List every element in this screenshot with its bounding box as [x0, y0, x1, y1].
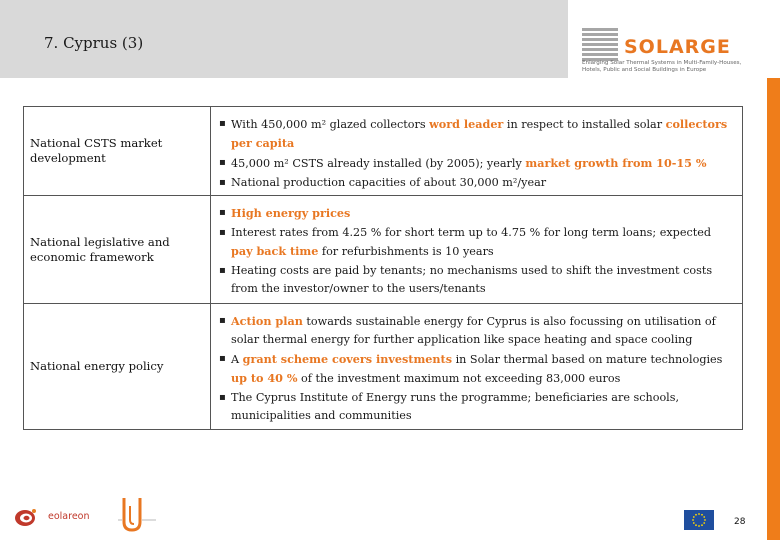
- row-label: National energy policy: [30, 359, 164, 373]
- row-label: National legislative and economic framework: [30, 234, 170, 264]
- table-row: [24, 303, 742, 429]
- policy-table: [23, 106, 743, 430]
- bullet-item: ▪ Action plan towards sustainable energy for Cyprus is also focussing on utilisation of solar thermal energy for further application like space heating and space cooling: [215, 312, 734, 349]
- solarge-wordmark: SOLARGE: [624, 36, 731, 58]
- row-label: National CSTS market development: [30, 136, 163, 165]
- bullet-item: ▪ A grant scheme covers investments in Solar thermal based on mature technologies up to 40 % of the investment maximum not exceeding 83,000 euros: [215, 350, 734, 388]
- bullet-item: ▪ 45,000 m² CSTS already installed (by 2005); yearly market growth from 10-15 %: [215, 154, 734, 173]
- table-row: [24, 195, 742, 303]
- partner-logo-icon: [118, 496, 158, 532]
- eolareon-logo: [14, 504, 114, 532]
- eolareon-swirl-icon: [14, 506, 38, 528]
- table-row: [24, 107, 742, 195]
- row-content: [210, 107, 742, 195]
- solarge-tagline: Enlarging Solar Thermal Systems in Multi-Family-Houses, Hotels, Public and Social Buildings in Europe: [582, 60, 742, 73]
- bullet-item: ▪ High energy prices: [215, 204, 734, 223]
- bullet-item: ▪ The Cyprus Institute of Energy runs the programme; beneficiaries are schools, municipalities and communities: [215, 389, 734, 425]
- bullet-item: ▪ Interest rates from 4.25 % for short term up to 4.75 % for long term loans; expected pay back time for refurbishments is 10 years: [215, 224, 734, 261]
- bullet-item: ▪ National production capacities of about 30,000 m²/year: [215, 174, 734, 192]
- page-number: 28: [734, 517, 746, 527]
- row-content: [210, 196, 742, 303]
- eu-flag-icon: [684, 510, 714, 530]
- title-bar: [0, 0, 568, 78]
- side-accent-bar: [767, 78, 780, 540]
- page-title: 7. Cyprus (3): [44, 34, 144, 52]
- bullet-item: ▪ Heating costs are paid by tenants; no mechanisms used to shift the investment costs from the investor/owner to the users/tenants: [215, 262, 734, 298]
- solarge-logo: [578, 24, 748, 84]
- eolareon-wordmark: eolareon: [48, 511, 90, 522]
- row-content: [210, 304, 742, 429]
- bullet-item: ▪ With 450,000 m² glazed collectors word leader in respect to installed solar collectors per capita: [215, 115, 734, 153]
